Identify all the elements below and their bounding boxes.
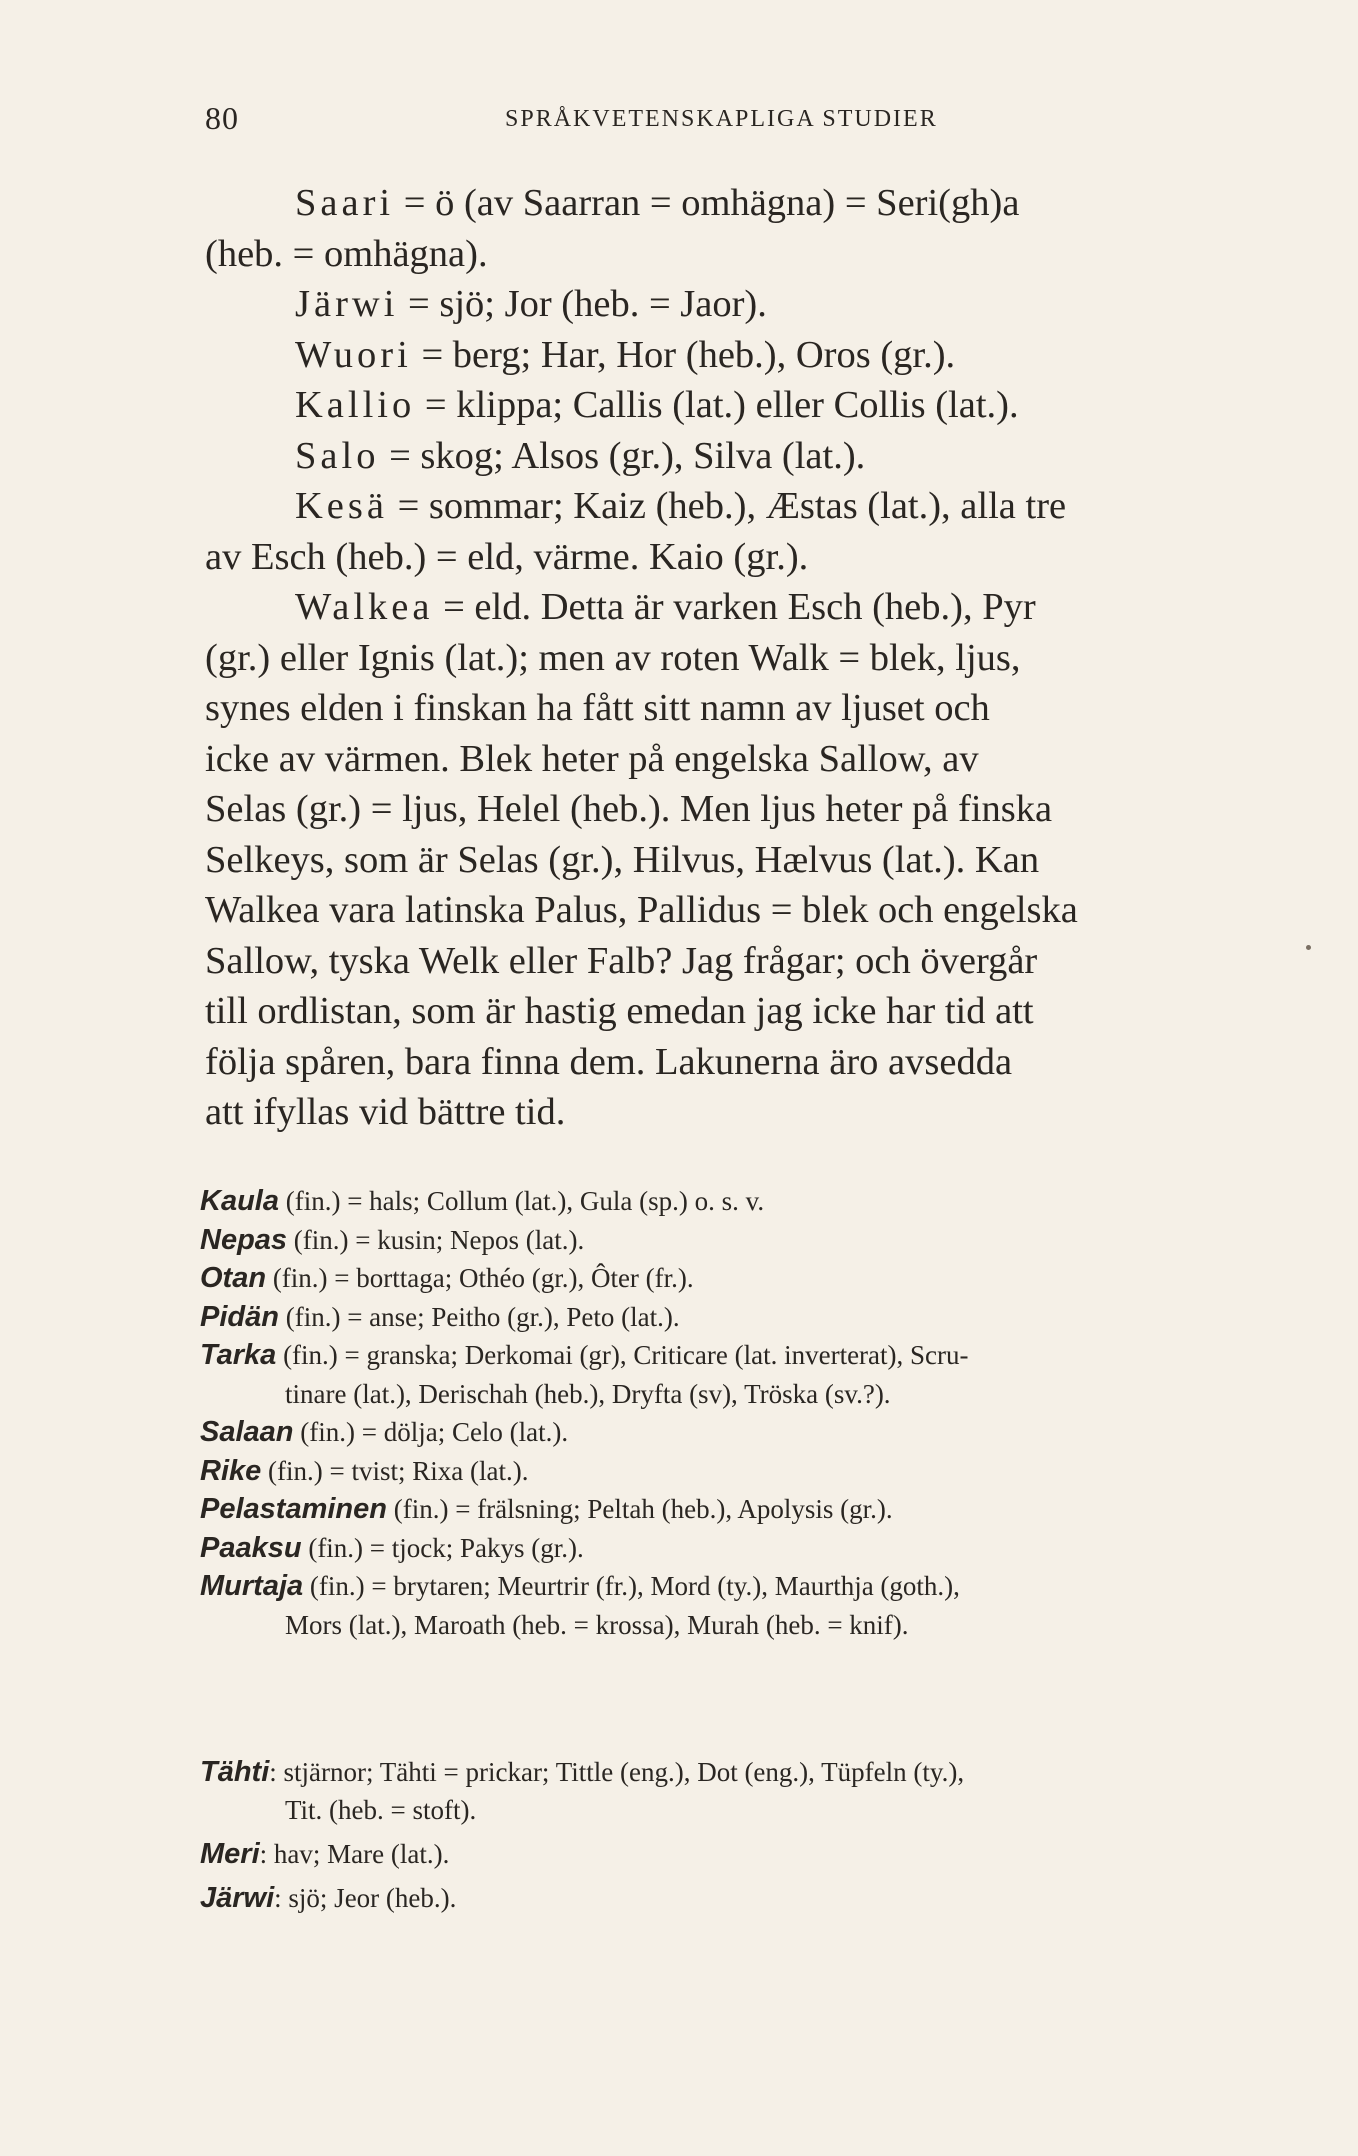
glossary-entry xyxy=(200,1452,1290,1491)
glossary-term: Tähti xyxy=(200,1756,270,1788)
extra-glossary-list xyxy=(200,1750,1290,1920)
glossary-definition: (fin.) = dölja; Celo (lat.). xyxy=(293,1417,569,1447)
line-text: = klippa; Callis (lat.) eller Collis (lat.). xyxy=(415,384,1019,426)
glossary-term: Paaksu xyxy=(200,1531,302,1564)
body-line: Walkea vara latinska Palus, Pallidus = blek och engelska xyxy=(205,889,1078,931)
glossary-continuation: Tit. (heb. = stoft). xyxy=(285,1795,477,1825)
glossary-entry xyxy=(200,1832,1290,1876)
glossary-term: Kaula xyxy=(200,1185,279,1217)
headword: Kesä xyxy=(295,485,388,527)
line-text: = sjö; Jor (heb. = Jaor). xyxy=(398,283,767,325)
glossary-entry xyxy=(200,1413,1290,1452)
page-header xyxy=(205,100,1285,150)
glossary-definition: : hav; Mare (lat.). xyxy=(259,1839,450,1869)
headword: Saari xyxy=(295,182,395,224)
glossary-definition: (fin.) = borttaga; Othéo (gr.), Ôter (fr.). xyxy=(266,1263,694,1293)
line-text: = eld. Detta är varken Esch (heb.), Pyr xyxy=(433,586,1036,628)
glossary-definition: (fin.) = tjock; Pakys (gr.). xyxy=(301,1532,584,1563)
body-line xyxy=(205,279,1280,330)
glossary-term: Pelastaminen xyxy=(200,1493,387,1525)
headword: Salo xyxy=(295,434,380,477)
body-line: (gr.) eller Ignis (lat.); men av roten Walk = blek, ljus, xyxy=(205,636,1021,679)
body-text xyxy=(205,178,1280,1138)
glossary-term: Meri xyxy=(200,1838,260,1870)
glossary-entry xyxy=(200,1298,1290,1337)
body-line xyxy=(205,582,1280,633)
body-line: att ifyllas vid bättre tid. xyxy=(205,1091,566,1133)
glossary-definition: (fin.) = brytaren; Meurtrir (fr.), Mord (ty.), Maurthja (goth.), xyxy=(303,1571,960,1601)
line-text: = skog; Alsos (gr.), Silva (lat.). xyxy=(379,434,866,477)
glossary-definition: (fin.) = tvist; Rixa (lat.). xyxy=(261,1455,529,1486)
glossary-entry xyxy=(200,1876,1290,1920)
line-text: = berg; Har, Hor (heb.), Oros (gr.). xyxy=(411,333,956,376)
headword: Kallio xyxy=(295,384,416,426)
body-line: Selas (gr.) = ljus, Helel (heb.). Men ljus heter på finska xyxy=(205,788,1053,830)
glossary-entry xyxy=(200,1182,1290,1221)
glossary-definition: (fin.) = anse; Peitho (gr.), Peto (lat.). xyxy=(278,1301,680,1332)
body-line: Selkeys, som är Selas (gr.), Hilvus, Hælvus (lat.). Kan xyxy=(205,838,1040,881)
glossary-definition: (fin.) = kusin; Nepos (lat.). xyxy=(287,1224,585,1255)
glossary-definition: (fin.) = granska; Derkomai (gr), Criticare (lat. inverterat), Scru- xyxy=(276,1340,969,1370)
ink-speck xyxy=(1306,945,1311,950)
body-line: Sallow, tyska Welk eller Falb? Jag frågar; och övergår xyxy=(205,939,1038,982)
body-line: (heb. = omhägna). xyxy=(205,232,488,275)
glossary-list xyxy=(200,1182,1290,1644)
body-line: icke av värmen. Blek heter på engelska Sallow, av xyxy=(205,737,979,780)
glossary-term: Järwi xyxy=(200,1882,275,1914)
body-line: synes elden i finskan ha fått sitt namn av ljuset och xyxy=(205,687,990,729)
glossary-entry xyxy=(200,1336,1290,1375)
glossary-entry xyxy=(200,1490,1290,1529)
body-line xyxy=(205,330,1280,381)
body-line xyxy=(205,178,1280,229)
headword: Wuori xyxy=(295,333,412,376)
body-line: till ordlistan, som är hastig emedan jag icke har tid att xyxy=(205,990,1034,1032)
line-text: = sommar; Kaiz (heb.), Æstas (lat.), alla tre xyxy=(387,485,1067,527)
running-head: SPRÅKVETENSKAPLIGA STUDIER xyxy=(505,106,938,132)
glossary-term: Tarka xyxy=(200,1339,277,1371)
body-line xyxy=(205,431,1280,482)
body-line xyxy=(205,481,1280,532)
glossary-term: Salaan xyxy=(200,1416,294,1448)
glossary-term: Pidän xyxy=(200,1300,279,1333)
body-line: av Esch (heb.) = eld, värme. Kaio (gr.). xyxy=(205,535,809,578)
glossary-definition: : sjö; Jeor (heb.). xyxy=(274,1883,457,1913)
glossary-continuation: tinare (lat.), Derischah (heb.), Dryfta (sv), Tröska (sv.?). xyxy=(285,1378,891,1409)
glossary-entry xyxy=(200,1259,1290,1298)
glossary-term: Otan xyxy=(200,1262,267,1294)
glossary-entry xyxy=(200,1221,1290,1260)
glossary-term: Nepas xyxy=(200,1223,288,1256)
headword: Järwi xyxy=(295,283,399,325)
line-text: = ö (av Saarran = omhägna) = Seri(gh)a xyxy=(394,182,1020,224)
page-number: 80 xyxy=(205,100,239,136)
glossary-definition: (fin.) = frälsning; Peltah (heb.), Apolysis (gr.). xyxy=(386,1494,893,1524)
glossary-entry xyxy=(200,1529,1290,1568)
headword: Walkea xyxy=(295,586,434,628)
glossary-definition: : stjärnor; Tähti = prickar; Tittle (eng.), Dot (eng.), Tüpfeln (ty.), xyxy=(269,1757,965,1787)
glossary-term: Murtaja xyxy=(200,1570,304,1602)
glossary-term: Rike xyxy=(200,1454,262,1487)
body-line xyxy=(205,380,1280,431)
glossary-definition: (fin.) = hals; Collum (lat.), Gula (sp.) o. s. v. xyxy=(278,1186,765,1216)
glossary-continuation: Mors (lat.), Maroath (heb. = krossa), Murah (heb. = knif). xyxy=(285,1609,909,1640)
body-line: följa spåren, bara finna dem. Lakunerna äro avsedda xyxy=(205,1040,1013,1083)
glossary-entry xyxy=(200,1567,1290,1606)
